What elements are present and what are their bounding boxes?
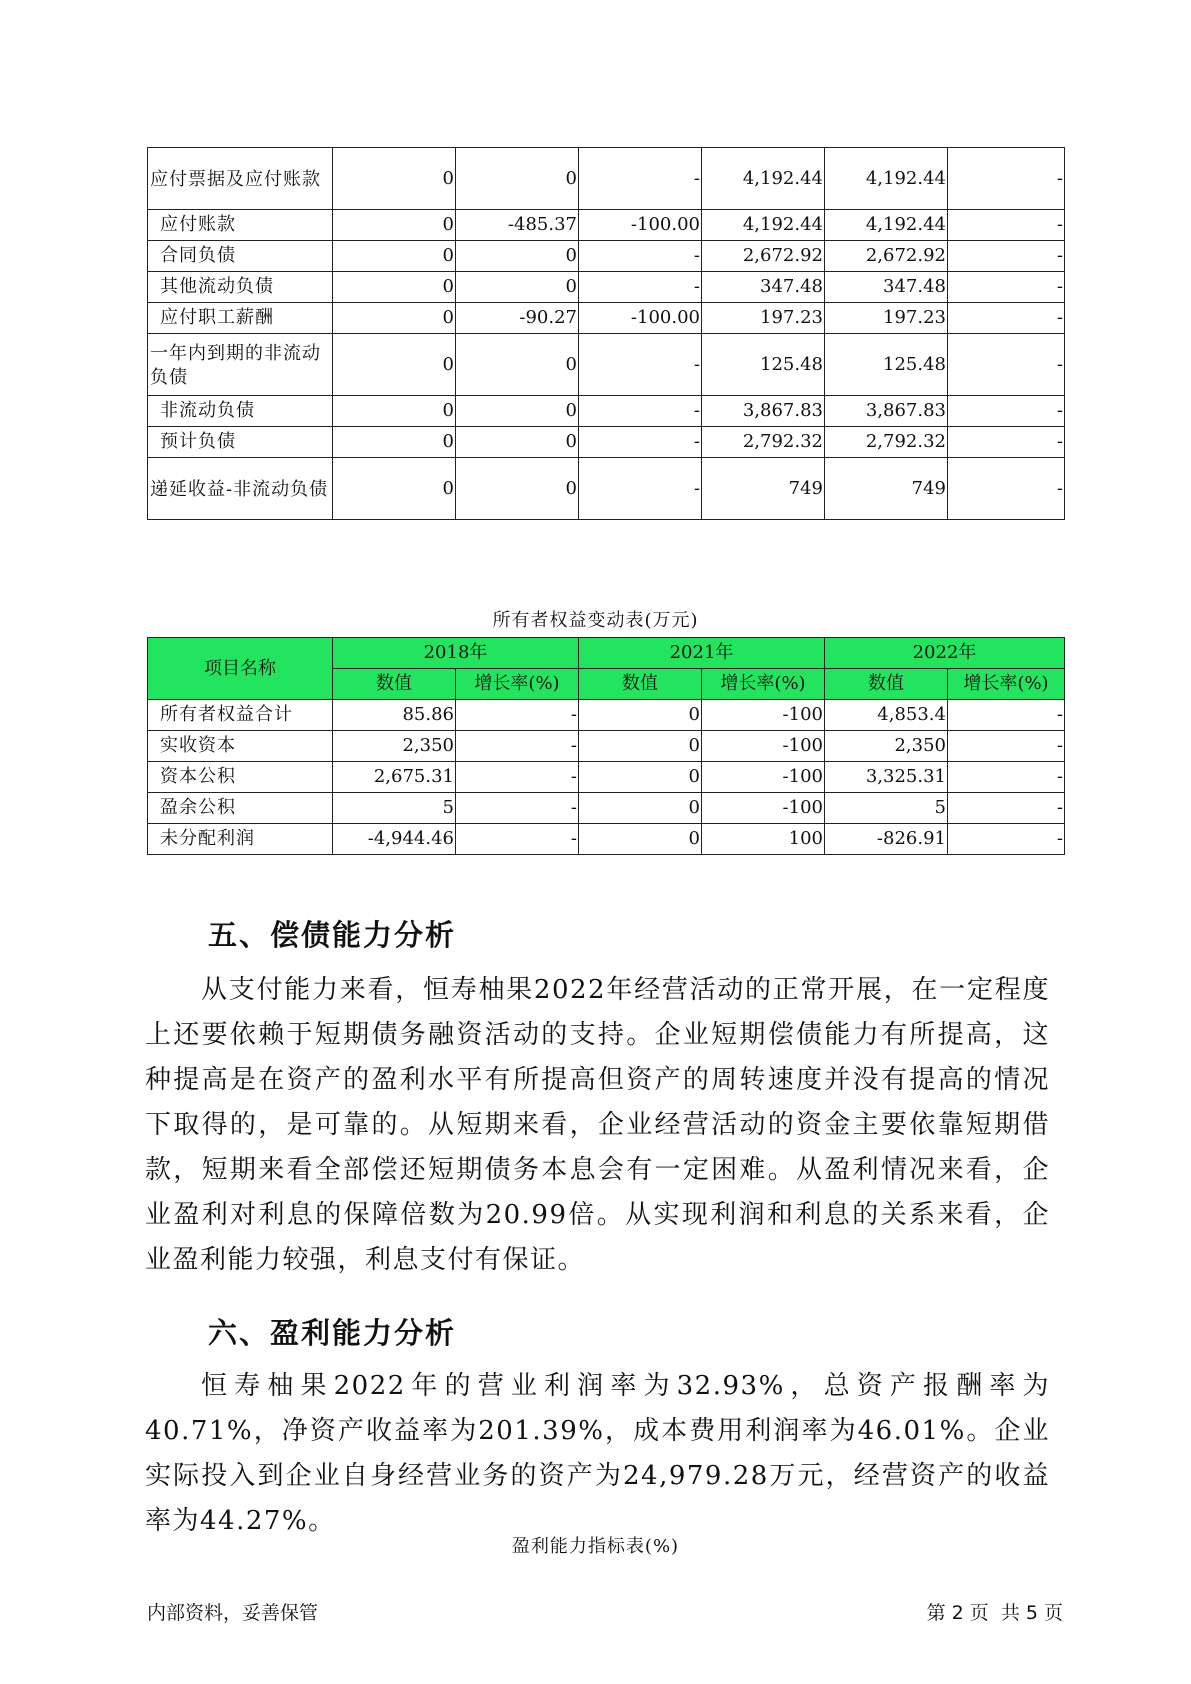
cell-value: 347.48: [825, 272, 948, 303]
cell-growth: -: [579, 334, 702, 396]
cell-value: 0: [579, 731, 702, 762]
cell-value: 0: [456, 334, 579, 396]
liabilities-table-body: [148, 148, 1065, 520]
cell-value: -90.27: [456, 303, 579, 334]
row-name: 一年内到期的非流动负债: [148, 334, 333, 396]
cell-growth: -: [948, 303, 1065, 334]
cell-growth: -: [948, 148, 1065, 210]
section-paragraph-profitability: 恒寿柚果2022年的营业利润率为32.93%，总资产报酬率为40.71%，净资产收益率为201.39%，成本费用利润率为46.01%。企业实际投入到企业自身经营业务的资产为24,979.28万元，经营资产的收益率为44.27%。: [145, 1371, 1050, 1536]
cell-growth: -: [948, 793, 1065, 824]
cell-growth: -100.00: [579, 210, 702, 241]
table-row: [148, 148, 1065, 210]
cell-growth: -: [579, 272, 702, 303]
cell-value: 4,192.44: [825, 148, 948, 210]
table-row: [148, 731, 1065, 762]
cell-growth: -: [948, 762, 1065, 793]
row-name: 递延收益-非流动负债: [148, 458, 333, 520]
table-row: [148, 241, 1065, 272]
table-row: [148, 793, 1065, 824]
cell-value: 347.48: [702, 272, 825, 303]
cell-growth: -: [579, 241, 702, 272]
cell-value: 197.23: [702, 303, 825, 334]
table-row: [148, 303, 1065, 334]
cell-value: 0: [333, 241, 456, 272]
table-row: [148, 334, 1065, 396]
header-value: 数值: [579, 669, 702, 700]
cell-value: 125.48: [702, 334, 825, 396]
cell-growth: -: [948, 700, 1065, 731]
cell-value: 2,672.92: [702, 241, 825, 272]
cell-value: 4,192.44: [702, 210, 825, 241]
cell-value: 3,867.83: [825, 396, 948, 427]
cell-value: 125.48: [825, 334, 948, 396]
cell-growth: 100: [702, 824, 825, 855]
cell-value: 5: [825, 793, 948, 824]
footer-confidential: 内部资料，妥善保管: [147, 1602, 319, 1624]
cell-value: 2,672.92: [825, 241, 948, 272]
equity-table-caption: 所有者权益变动表(万元): [492, 610, 699, 631]
cell-value: 0: [579, 793, 702, 824]
row-name: 所有者权益合计: [148, 700, 333, 731]
header-year-2021: 2021年: [579, 638, 825, 669]
cell-value: 0: [333, 458, 456, 520]
table-row: [148, 272, 1065, 303]
row-name: 盈余公积: [148, 793, 333, 824]
header-year-2022: 2022年: [825, 638, 1065, 669]
table-row: [148, 458, 1065, 520]
cell-growth: -: [948, 396, 1065, 427]
cell-value: 0: [333, 334, 456, 396]
cell-growth: -: [579, 427, 702, 458]
cell-value: -485.37: [456, 210, 579, 241]
cell-growth: -100: [702, 762, 825, 793]
header-value: 数值: [825, 669, 948, 700]
cell-growth: -: [579, 458, 702, 520]
cell-value: 4,192.44: [702, 148, 825, 210]
table-row: [148, 210, 1065, 241]
row-name: 应付职工薪酬: [148, 303, 333, 334]
cell-value: 0: [579, 700, 702, 731]
header-value: 数值: [333, 669, 456, 700]
row-name: 应付票据及应付账款: [148, 148, 333, 210]
cell-value: 3,867.83: [702, 396, 825, 427]
cell-value: 2,675.31: [333, 762, 456, 793]
cell-value: 3,325.31: [825, 762, 948, 793]
profit-table-caption: 盈利能力指标表(%): [511, 1536, 680, 1557]
equity-table: [147, 637, 1065, 855]
cell-value: 4,192.44: [825, 210, 948, 241]
row-name: 其他流动负债: [148, 272, 333, 303]
cell-growth: -: [579, 148, 702, 210]
row-name: 应付账款: [148, 210, 333, 241]
row-name: 未分配利润: [148, 824, 333, 855]
cell-value: 749: [702, 458, 825, 520]
table-row: [148, 824, 1065, 855]
section-paragraph-solvency: 从支付能力来看，恒寿柚果2022年经营活动的正常开展，在一定程度上还要依赖于短期债务融资活动的支持。企业短期偿债能力有所提高，这种提高是在资产的盈利水平有所提高但资产的周转速度并没有提高的情况下取得的，是可靠的。从短期来看，企业经营活动的资金主要依靠短期借款，短期来看全部偿还短期债务本息会有一定困难。从盈利情况来看，企业盈利对利息的保障倍数为20.99倍。从实现利润和利息的关系来看，企业盈利能力较强，利息支付有保证。: [145, 975, 1050, 1275]
cell-value: 0: [333, 303, 456, 334]
row-name: 合同负债: [148, 241, 333, 272]
cell-value: 5: [333, 793, 456, 824]
cell-value: 0: [579, 762, 702, 793]
cell-growth: -100.00: [579, 303, 702, 334]
equity-table-header: [148, 638, 1065, 700]
cell-value: 2,792.32: [825, 427, 948, 458]
section-heading-profitability: 六、盈利能力分析: [208, 1316, 457, 1350]
cell-growth: -: [456, 824, 579, 855]
cell-value: -826.91: [825, 824, 948, 855]
cell-value: 2,792.32: [702, 427, 825, 458]
cell-value: 0: [456, 458, 579, 520]
cell-growth: -: [948, 241, 1065, 272]
cell-value: 0: [456, 427, 579, 458]
cell-value: 197.23: [825, 303, 948, 334]
cell-value: 749: [825, 458, 948, 520]
table-row: [148, 700, 1065, 731]
header-year-2018: 2018年: [333, 638, 579, 669]
table-row: [148, 762, 1065, 793]
header-item-name: 项目名称: [148, 638, 333, 700]
cell-value: 0: [333, 272, 456, 303]
cell-growth: -100: [702, 700, 825, 731]
cell-growth: -: [456, 762, 579, 793]
cell-growth: -: [948, 334, 1065, 396]
cell-growth: -: [948, 458, 1065, 520]
row-name: 预计负债: [148, 427, 333, 458]
cell-value: 2,350: [333, 731, 456, 762]
cell-value: 0: [456, 396, 579, 427]
cell-growth: -100: [702, 731, 825, 762]
cell-value: 0: [333, 427, 456, 458]
cell-growth: -: [579, 396, 702, 427]
cell-growth: -: [456, 700, 579, 731]
header-growth: 增长率(%): [456, 669, 579, 700]
cell-value: 0: [333, 148, 456, 210]
cell-growth: -: [456, 793, 579, 824]
liabilities-table: [147, 147, 1065, 520]
row-name: 实收资本: [148, 731, 333, 762]
table-row: [148, 396, 1065, 427]
row-name: 资本公积: [148, 762, 333, 793]
cell-value: 0: [456, 241, 579, 272]
cell-value: 0: [456, 148, 579, 210]
cell-growth: -: [948, 427, 1065, 458]
cell-growth: -: [948, 824, 1065, 855]
cell-value: -4,944.46: [333, 824, 456, 855]
equity-table-body: [148, 700, 1065, 855]
cell-value: 85.86: [333, 700, 456, 731]
cell-value: 0: [333, 210, 456, 241]
cell-growth: -100: [702, 793, 825, 824]
cell-growth: -: [948, 272, 1065, 303]
cell-value: 2,350: [825, 731, 948, 762]
row-name: 非流动负债: [148, 396, 333, 427]
header-growth: 增长率(%): [948, 669, 1065, 700]
cell-growth: -: [948, 210, 1065, 241]
section-heading-solvency: 五、偿债能力分析: [208, 918, 457, 952]
cell-value: 0: [579, 824, 702, 855]
header-growth: 增长率(%): [702, 669, 825, 700]
footer-page-number: 第 2 页 共 5 页: [926, 1602, 1063, 1624]
cell-value: 0: [456, 272, 579, 303]
table-row: [148, 427, 1065, 458]
cell-value: 0: [333, 396, 456, 427]
cell-growth: -: [456, 731, 579, 762]
cell-value: 4,853.4: [825, 700, 948, 731]
cell-growth: -: [948, 731, 1065, 762]
